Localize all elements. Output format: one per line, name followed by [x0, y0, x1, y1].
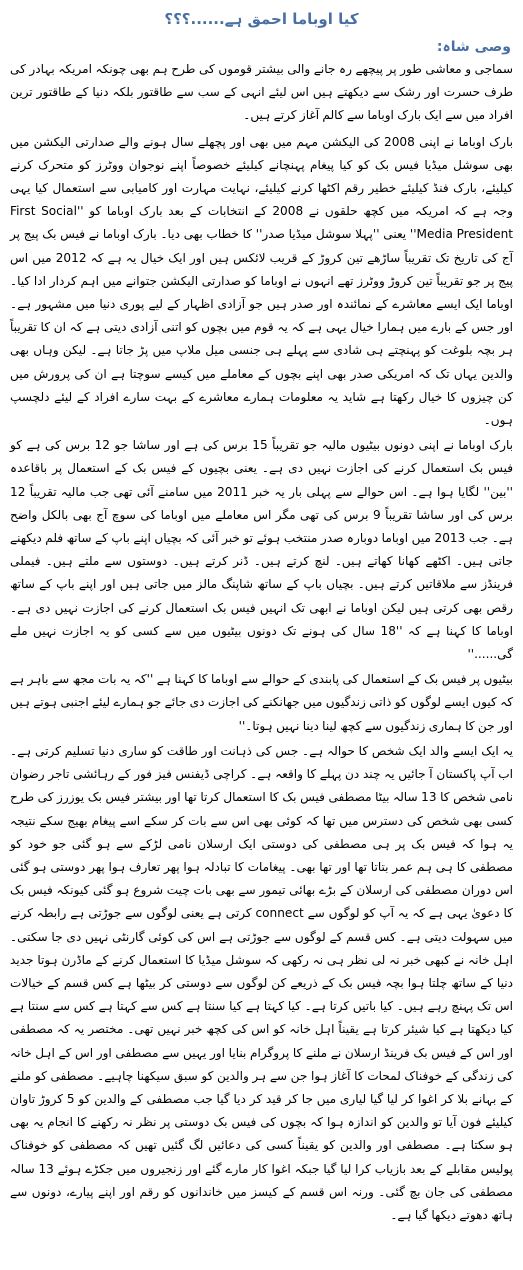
- article-paragraph: سماجی و معاشی طور پر پیچھے رہ جانے والی بیشتر قوموں کی طرح ہم بھی چونکہ امریکہ بہادر کی طرف حسرت اور رشک سے دیکھتے ہیں اس لیئے انہی کے سب سے طاقتور بلکہ دنیا کے طاقتور ترین افراد میں سے ایک بارک اوباما سے کالم آغاز کرتے ہیں۔: [10, 62, 513, 123]
- author-byline: وصی شاہ:: [436, 39, 511, 55]
- article-title: کیا اوباما احمق ہے......؟؟؟: [164, 10, 359, 28]
- article-paragraph: یہ ایک ایسے والد ایک شخص کا حوالہ ہے۔ جس کی ذہانت اور طاقت کو ساری دنیا تسلیم کرتی ہے۔ اب آپ پاکستان آ جائیں یہ چند دن پہلے کا واقعہ ہے۔ کراچی ڈیفنس فیز فور کے رہائشی تاجر رضوان نامی شخص کا 13 سالہ بیٹا مصطفی فیس بک کا استعمال کرتا تھا اور بیشتر فیس بک یوزرز کی طرح کسی بھی شخص کی دسترس میں تھا کہ کوئی بھی اس سے بات کر سکے اسے پیغام بھیج سکے نتیجہ یہ ہوا کہ فیس بک پر ہی مصطفی کی دوستی ایک ارسلان نامی لڑکے سے ہو گئی جو خود کو مصطفی کا ہی ہم عمر بتاتا تھا اور تھا بھی۔ پیغامات کا تبادلہ ہوا پھر تعارف ہوا پھر دوستی ہو گئی اس دوران مصطفی کی ارسلان کے بڑے بھائی تیمور سے بھی بات چیت شروع ہو گئی کیونکہ فیس بک کا دعویٰ یہی ہے کہ یہ آپ کو لوگوں سے connect کرتی ہے یعنی لوگوں سے جوڑتی ہے رابطہ کرنے میں سہولت دیتی ہے۔ کس قسم کے لوگوں سے جوڑتی ہے اس کی کوئی گارنٹی نہیں دی جا سکتی۔ اہل خانہ نے کبھی خبر نہ لی نظر ہی نہ رکھی کہ سوشل میڈیا کا استعمال کرنے کے ماڈرن ہوتا جدید دنیا کے ساتھ چلتا ہوا بچہ فیس بک کے ذریعے کن لوگوں سے دوستی کر بیٹھا ہے کس قسم کے خیالات اس تک پہنچ رہے ہیں۔ کیا باتیں کرتا ہے۔ کیا کہتا ہے کیا سنتا ہے کس سے کہتا ہے کس سے سنتا ہے کیا دیکھتا ہے کیا شیئر کرتا ہے یقیناً اہل خانہ کو اس کی کچھ خبر نہیں تھی۔ مختصر یہ کہ مصطفی اور اس کے فیس بک فرینڈ ارسلان نے ملنے کا پروگرام بنایا اور یہیں سے مصطفی اور اس کے اہل خانہ کی زندگی کے خوفناک لمحات کا آغاز ہوا جن سے ہر والدین کو سبق سیکھنا چاہیے۔ مصطفی کو ملنے کے بہانے بلا کر اغوا کر لیا گیا لیاری میں جا کر قید کر دیا گیا جب مصطفی کے والدین کو 5 کروڑ تاوان کیلیئے فون آیا تو والدین کو اندازہ ہوا کہ بچوں کی فیس بک دوستی پر نظر نہ رکھنے کا انجام یہ بھی ہو سکتا ہے۔ مصطفی اور والدین کو یقیناً کسی کی دعائیں لگ گئیں تھیں کہ مصطفی کو خوفناک پولیس مقابلے کے بعد بازیاب کرا لیا گیا جبکہ اغوا کار مارے گئے اور زنجیروں میں جکڑے ہوئے 13 سالہ مصطفی کی جان بچ گئی۔ ورنہ اس قسم کے کیسز میں خاندانوں کو رقم اور اپنے پیارے، دونوں سے ہاتھ دھوتے دیکھا گیا ہے۔: [10, 743, 514, 1222]
- article-paragraph: بارک اوباما نے اپنی دونوں بیٹیوں مالیہ جو تقریباً 15 برس کی ہے اور ساشا جو 12 برس کی ہے کو فیس بک استعمال کرنے کی اجازت نہیں دی ہے۔ یعنی بچیوں کے فیس بک کے استعمال پر باقاعدہ ''بین'' لگایا ہوا ہے۔ اس حوالے سے پہلی بار یہ خبر 2011 میں سامنے آئی تھی جب مالیہ تقریباً 12 برس کی اور ساشا تقریباً 9 برس کی تھی مگر اس معاملے میں اوباما کی سوچ آج بھی بالکل واضح ہے۔ جب 2013 میں اوباما دوبارہ صدر منتخب ہوئے تو خبر آئی کہ بچیاں اپنے باپ کے ساتھ فلم دیکھنے جاتی ہیں۔ اکٹھے کھانا کھاتے ہیں۔ لنچ کرتے ہیں۔ ڈنر کرتے ہیں۔ دوستوں سے ملتے ہیں۔ فیملی فرینڈز سے ملاقاتیں کرتے ہیں۔ بچیاں باپ کے ساتھ شاپنگ مالز میں جاتی ہیں اور اپنے باپ کے ساتھ رقص بھی کرتی ہیں لیکن اوباما نے ابھی تک انہیں فیس بک استعمال کرنے کی اجازت نہیں دی ہے۔ اوباما کا کہنا ہے کہ ''18 سال کی ہونے تک دونوں بیٹیوں میں سے کسی کو یہ اجازت نہیں ملے گی......'': [10, 438, 513, 662]
- article-paragraph: بیٹیوں پر فیس بک کے استعمال کی پابندی کے حوالے سے اوباما کا کہنا ہے ''کہ یہ بات مجھ سے باہر ہے کہ کیوں ایسے لوگوں کو ذاتی زندگیوں میں جھانکنے کی اجازت دی جائے جو ہمارے لیئے اجنبی ہوتے ہیں اور جن کا ہماری زندگیوں سے کچھ لینا دینا نہیں ہوتا۔'': [10, 672, 513, 733]
- article-paragraph: بارک اوباما نے اپنی 2008 کی الیکشن مہم میں بھی اور پچھلے سال ہونے والے صدارتی الیکشن میں بھی سوشل میڈیا فیس بک کو کیا پیغام پہنچانے کیلیئے خصوصاً اپنے نوجوان ووٹرز کو متحرک کرنے کیلیئے، بارک فنڈ کیلیئے خطیر رقم اکٹھا کرنے کیلیئے، نہایت مہارت اور کامیابی سے استعمال کیا یہی وجہ ہے کہ امریکہ میں کچھ حلقوں نے 2008 کے انتخابات کے بعد بارک اوباما کو ''First Social Media President'' یعنی ''پہلا سوشل میڈیا صدر'' کا خطاب بھی دیا۔ بارک اوباما نے فیس بک پیج پر آج کی تاریخ تک تقریباً ساڑھے تین کروڑ کے قریب لائکس ہیں اور ایک خیال یہ ہے کہ 2012 میں اس پیج پر جو تقریباً تین کروڑ ووٹرز تھے انہوں نے اوباما کو صدارتی الیکشن جتوانے میں اہم کردار ادا کیا۔ اوباما ایک ایسے معاشرے کے نمائندہ اور صدر ہیں جو آزادی اظہار کے لیے پوری دنیا میں مشہور ہے۔ اور جس کے بارے میں ہمارا خیال یہی ہے کہ یہ قوم میں بچوں کو اتنی آزادی دیتی ہے کہ ان کا تقریباً ہر بچہ بلوغت کو پہنچتے ہی شادی سے پہلے ہی جنسی میل ملاپ میں پڑ جاتا ہے۔ لیکن وہاں بھی والدین یہاں تک کہ امریکی صدر بھی اپنے بچوں کے معاملے میں کیسے سوچتا ہے ان کی پرورش میں کن چیزوں کا خیال رکھتا ہے شاید یہ معلومات ہمارے معاشرے کے بہت سارے افراد کے لیئے دلچسپ ہوں۔: [10, 134, 513, 428]
